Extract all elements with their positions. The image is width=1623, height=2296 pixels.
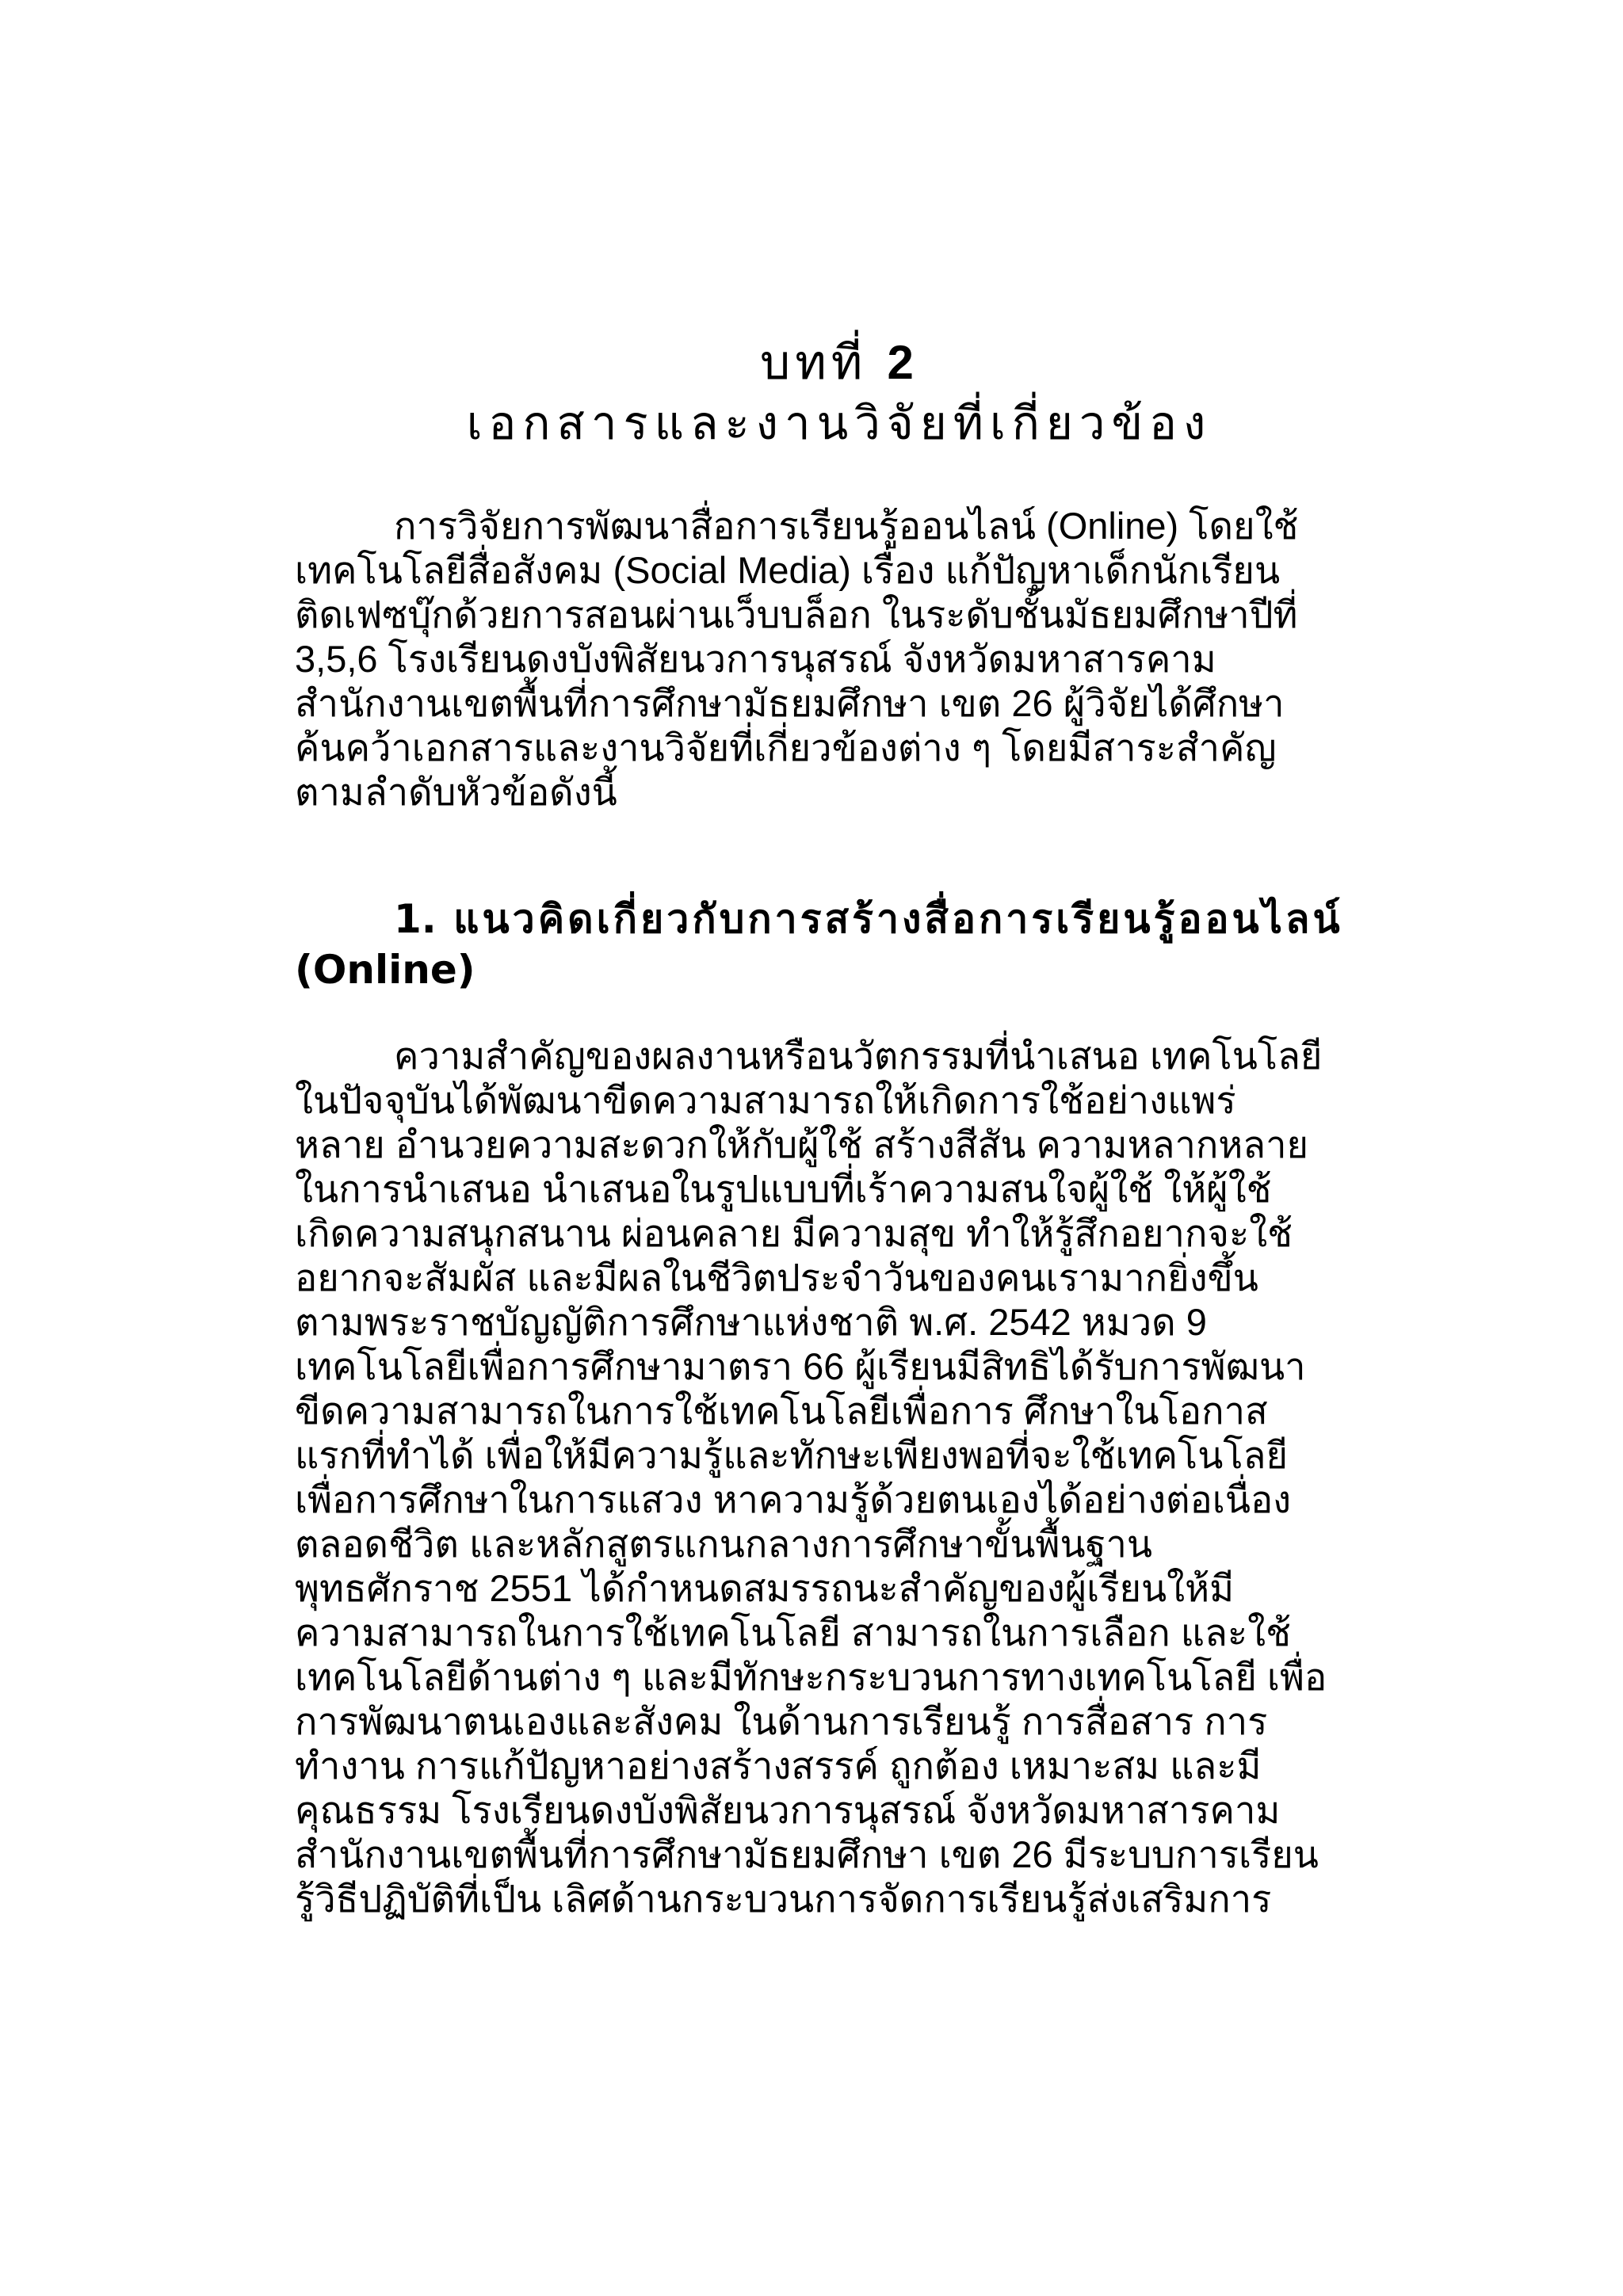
paragraph-line: ตามพระราชบัญญัติการศึกษาแห่งชาติ พ.ศ. 2542 หมวด 9 [295, 1301, 1207, 1343]
paragraph-line: การวิจัยการพัฒนาสื่อการเรียนรู้ออนไลน์ (Online) โดยใช้ [394, 505, 1299, 547]
chapter-header [0, 333, 1623, 453]
section-heading-line [295, 894, 1444, 944]
section-title: แนวคิดเกี่ยวกับการสร้างสื่อการเรียนรู้ออนไลน์ [453, 896, 1343, 942]
paragraph-line: การพัฒนาตนเองและสังคม ในด้านการเรียนรู้ การสื่อสาร การ [295, 1700, 1268, 1742]
section-number: 1. [394, 896, 437, 942]
chapter-label: บทที่ [760, 335, 868, 391]
paragraph-line: ในปัจจุบันได้พัฒนาขีดความสามารถให้เกิดการใช้อย่างแพร่ [295, 1079, 1236, 1121]
paragraph-line: ในการนำเสนอ นำเสนอในรูปแบบที่เร้าความสนใจผู้ใช้ ให้ผู้ใช้ [295, 1168, 1272, 1210]
paragraph-line: รู้วิธีปฏิบัติที่เป็น เลิศด้านกระบวนการจัดการเรียนรู้ส่งเสริมการ [295, 1878, 1272, 1920]
paragraph-line: เพื่อการศึกษาในการแสวง หาความรู้ด้วยตนเองได้อย่างต่อเนื่อง [295, 1478, 1292, 1520]
paragraph-line: เทคโนโลยีเพื่อการศึกษามาตรา 66 ผู้เรียนมีสิทธิได้รับการพัฒนา [295, 1345, 1306, 1387]
paragraph-line: แรกที่ทำได้ เพื่อให้มีความรู้และทักษะเพียงพอที่จะใช้เทคโนโลยี [295, 1434, 1289, 1476]
paragraph-line: 3,5,6 โรงเรียนดงบังพิสัยนวการนุสรณ์ จังหวัดมหาสารคาม [295, 638, 1216, 680]
paragraph-line: ตามลำดับหัวข้อดังนี้ [295, 771, 617, 813]
paragraph-line: สำนักงานเขตพื้นที่การศึกษามัธยมศึกษา เขต 26 ผู้วิจัยได้ศึกษา [295, 682, 1285, 724]
chapter-number-value: 2 [887, 336, 918, 389]
paragraph-line: เกิดความสนุกสนาน ผ่อนคลาย มีความสุข ทำให้รู้สึกอยากจะใช้ [295, 1212, 1293, 1254]
paragraph-line: ติดเฟซบุ๊กด้วยการสอนผ่านเว็บบล็อก ในระดับชั้นมัธยมศึกษาปีที่ [295, 593, 1298, 635]
paragraph-line: ความสามารถในการใช้เทคโนโลยี สามารถในการเลือก และใช้ [295, 1611, 1291, 1653]
paragraph-line: หลาย อำนวยความสะดวกให้กับผู้ใช้ สร้างสีสัน ความหลากหลาย [295, 1123, 1309, 1165]
paragraph-line: คุณธรรม โรงเรียนดงบังพิสัยนวการนุสรณ์ จังหวัดมหาสารคาม [295, 1789, 1281, 1831]
paragraph-line: ทำงาน การแก้ปัญหาอย่างสร้างสรรค์ ถูกต้อง เหมาะสม และมี [295, 1745, 1262, 1787]
paragraph-line: ความสำคัญของผลงานหรือนวัตกรรมที่นำเสนอ เทคโนโลยี [394, 1035, 1323, 1077]
paragraph-line: ขีดความสามารถในการใช้เทคโนโลยีเพื่อการ ศึกษาในโอกาส [295, 1390, 1268, 1432]
paragraph-line: สำนักงานเขตพื้นที่การศึกษามัธยมศึกษา เขต 26 มีระบบการเรียน [295, 1833, 1319, 1875]
paragraph-line: อยากจะสัมผัส และมีผลในชีวิตประจำวันของคนเรามากยิ่งขึ้น [295, 1257, 1258, 1299]
main-paragraph [295, 1034, 1444, 1921]
paragraph-line: พุทธศักราช 2551 ได้กำหนดสมรรถนะสำคัญของผู้เรียนให้มี [295, 1567, 1235, 1609]
chapter-number [0, 333, 1623, 393]
section-heading-1 [295, 894, 1444, 995]
chapter-title: เอกสารและงานวิจัยที่เกี่ยวข้อง [466, 396, 1212, 450]
paragraph-line: เทคโนโลยีสื่อสังคม (Social Media) เรื่อง แก้ปัญหาเด็กนักเรียน [295, 549, 1281, 591]
paragraph-line: ค้นคว้าเอกสารและงานวิจัยที่เกี่ยวข้องต่าง ๆ โดยมีสาระสำคัญ [295, 727, 1277, 769]
paragraph-line: เทคโนโลยีด้านต่าง ๆ และมีทักษะกระบวนการทางเทคโนโลยี เพื่อ [295, 1656, 1327, 1698]
section-title-continued: (Online) [295, 947, 475, 993]
paragraph-line: ตลอดชีวิต และหลักสูตรแกนกลางการศึกษาขั้นพื้นฐาน [295, 1523, 1153, 1565]
intro-paragraph [295, 504, 1444, 814]
